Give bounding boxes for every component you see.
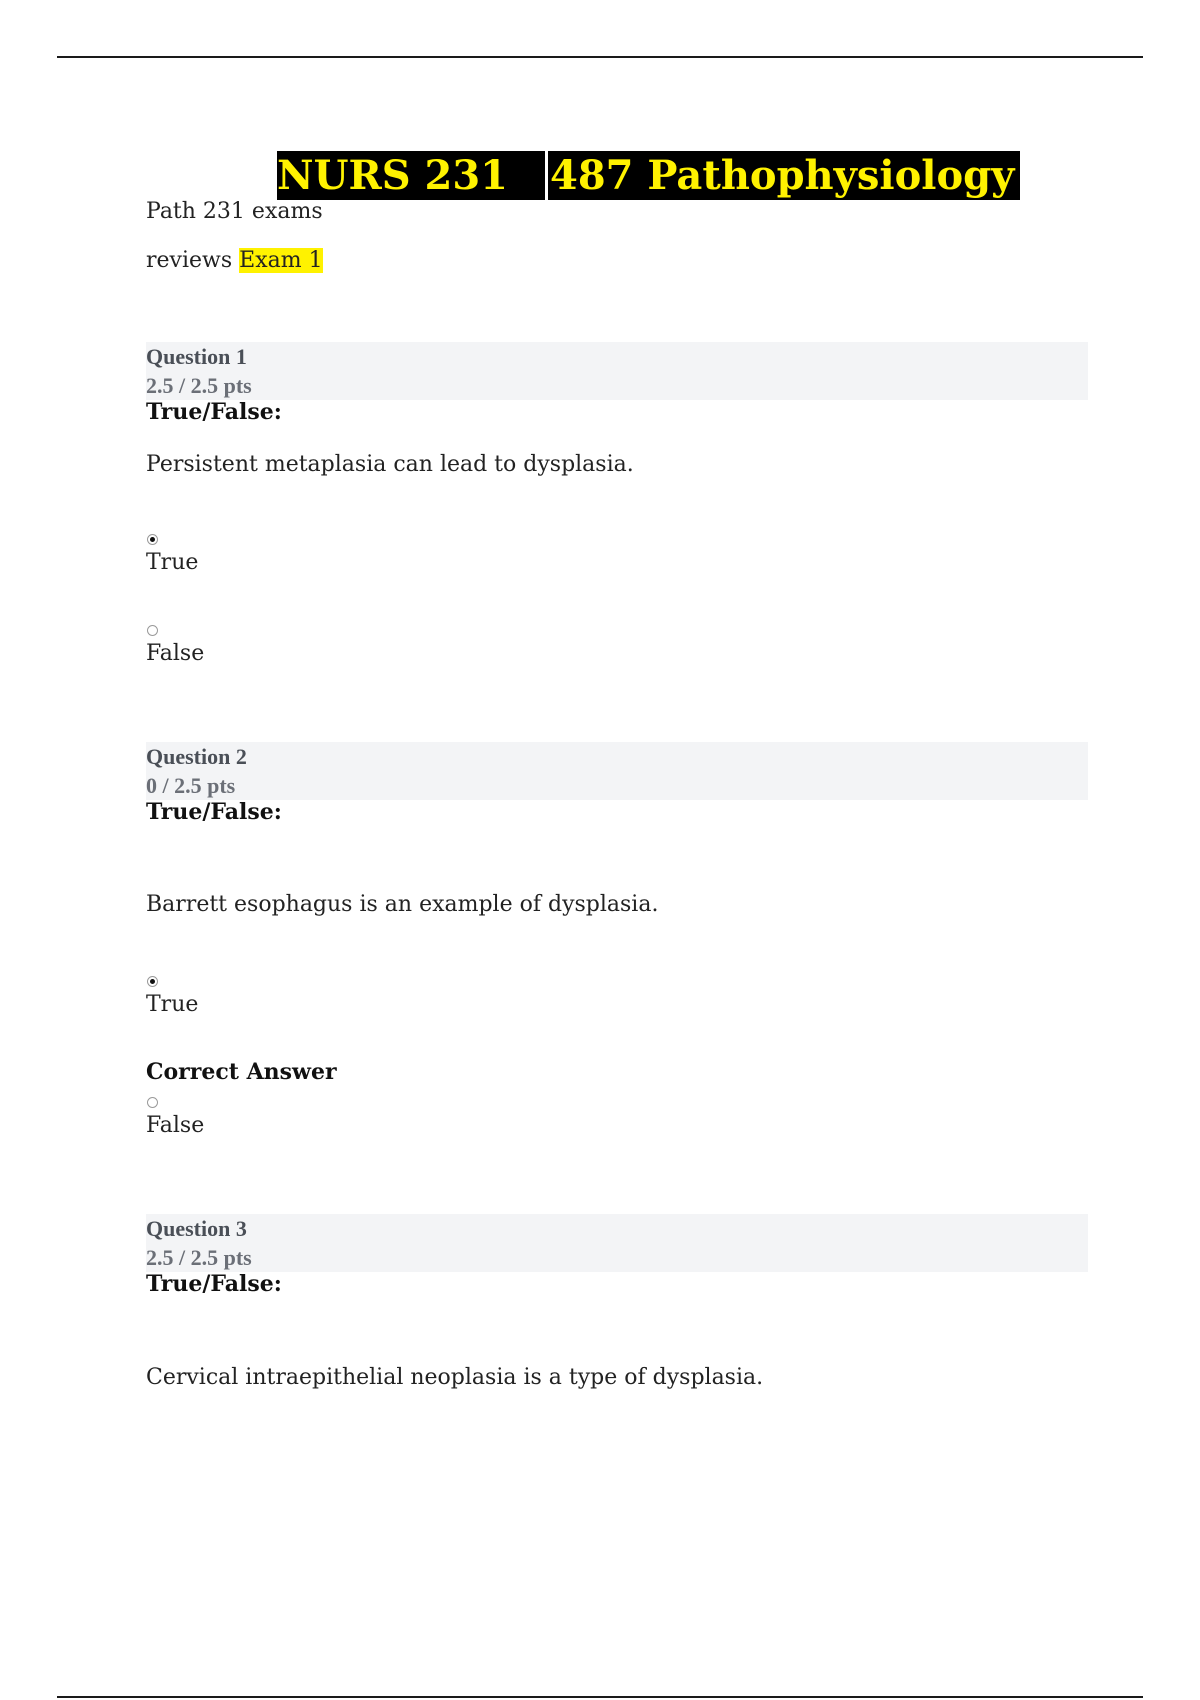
question-3-prompt: Cervical intraepithelial neoplasia is a type of dysplasia. bbox=[146, 1365, 764, 1390]
page-bottom-rule bbox=[57, 1696, 1143, 1698]
question-2-prompt: Barrett esophagus is an example of dysplasia. bbox=[146, 892, 659, 917]
question-2-option-true-radio[interactable] bbox=[147, 976, 158, 987]
banner-course-title: 487 Pathophysiology bbox=[548, 151, 1020, 200]
question-1-option-true-label: True bbox=[146, 550, 199, 575]
correct-answer-label: Correct Answer bbox=[146, 1059, 337, 1085]
question-1-header bbox=[146, 342, 1088, 400]
intro-line-1: Path 231 exams bbox=[146, 199, 323, 224]
question-3-points: 2.5 / 2.5 pts bbox=[146, 1245, 252, 1270]
question-1-option-true-radio[interactable] bbox=[147, 534, 158, 545]
exam-highlight: Exam 1 bbox=[239, 248, 323, 273]
question-1-type: True/False: bbox=[146, 399, 282, 425]
question-3-header bbox=[146, 1214, 1088, 1272]
banner-course-code: NURS 231 bbox=[277, 151, 545, 200]
question-2-type: True/False: bbox=[146, 799, 282, 825]
intro-line-2-prefix: reviews bbox=[146, 248, 233, 273]
intro-line-2 bbox=[146, 247, 323, 275]
question-1-option-false-label: False bbox=[146, 641, 205, 666]
course-banner bbox=[277, 151, 1020, 200]
question-1-prompt: Persistent metaplasia can lead to dysplasia. bbox=[146, 452, 634, 477]
question-1-option-false-radio[interactable] bbox=[147, 625, 158, 636]
question-2-option-false-label: False bbox=[146, 1113, 205, 1138]
question-2-option-true-label: True bbox=[146, 992, 199, 1017]
question-3-title: Question 3 bbox=[146, 1216, 247, 1241]
question-2-title: Question 2 bbox=[146, 744, 247, 769]
question-2-option-false-radio[interactable] bbox=[147, 1097, 158, 1108]
question-3-type: True/False: bbox=[146, 1271, 282, 1297]
question-2-points: 0 / 2.5 pts bbox=[146, 773, 236, 798]
question-1-points: 2.5 / 2.5 pts bbox=[146, 373, 252, 398]
question-1-title: Question 1 bbox=[146, 344, 247, 369]
question-2-header bbox=[146, 742, 1088, 800]
page-top-rule bbox=[57, 56, 1143, 58]
